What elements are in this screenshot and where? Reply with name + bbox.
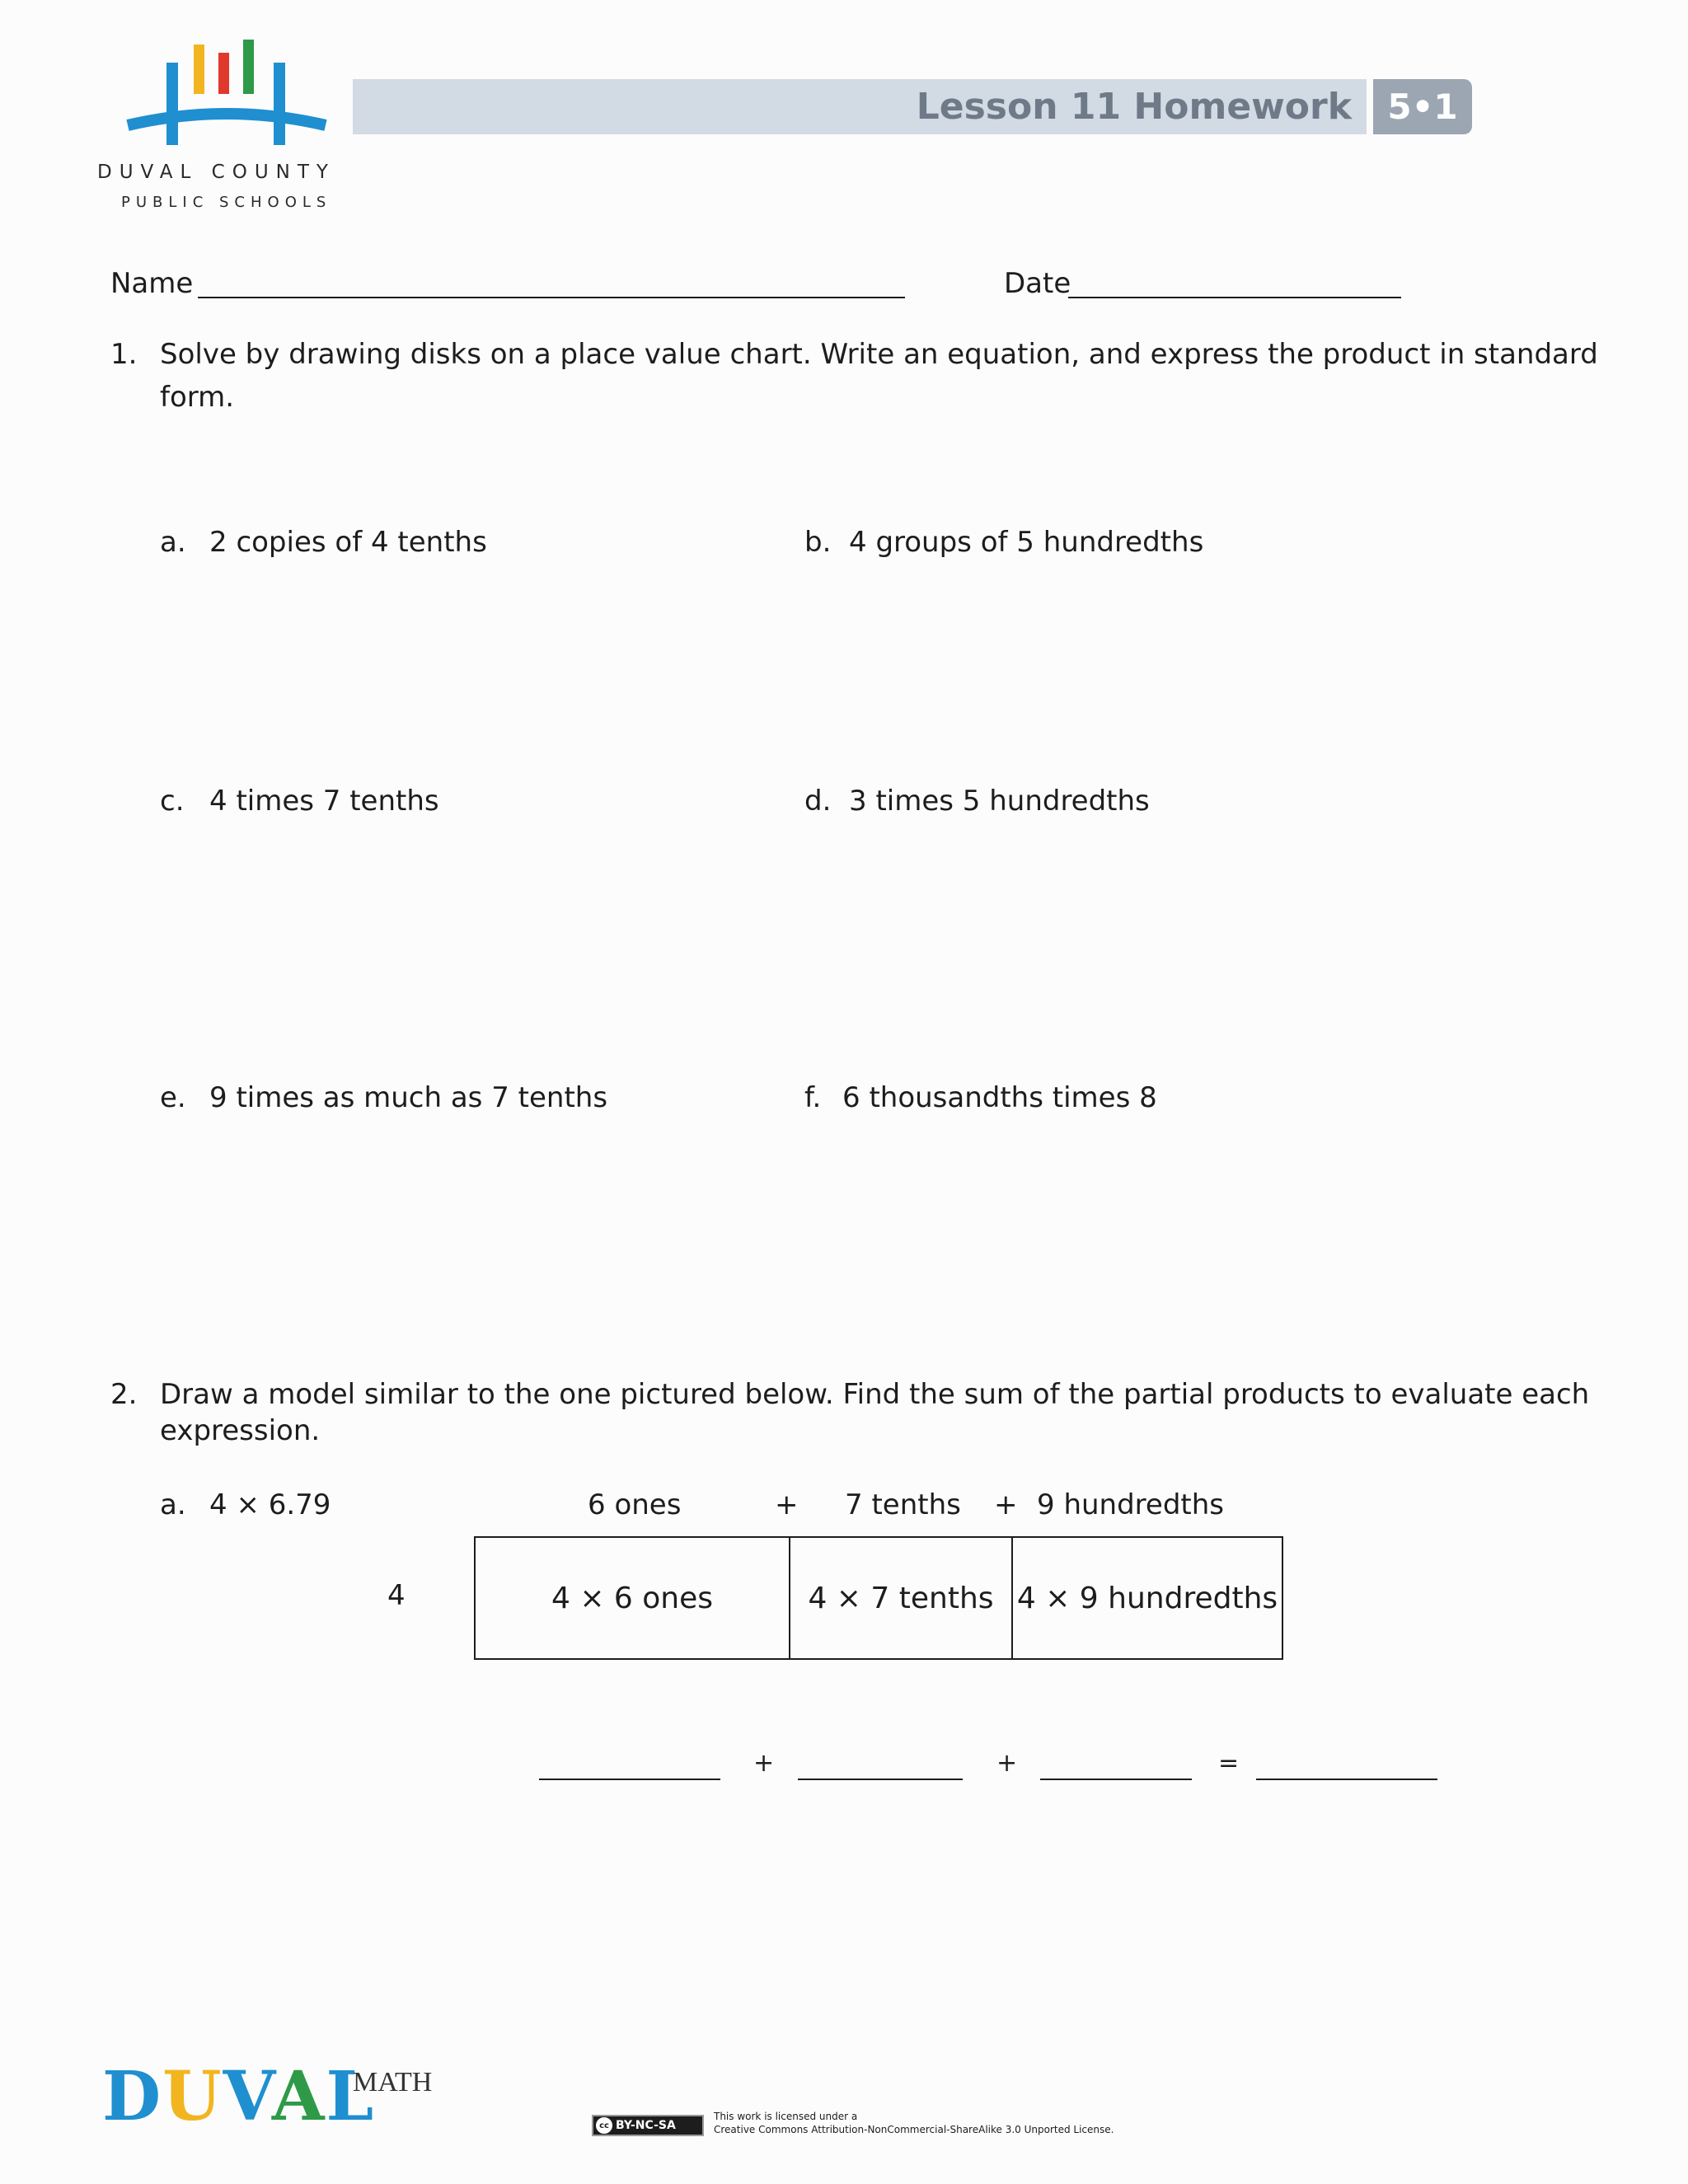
part-text: 9 times as much as 7 tenths (209, 1081, 608, 1114)
problem-2-prompt-cont: expression. (160, 1414, 321, 1447)
expression: 4 × 6.79 (209, 1488, 331, 1521)
part-letter: b. (804, 526, 832, 559)
partial-product-blank[interactable] (1040, 1779, 1192, 1780)
part-letter: c. (160, 785, 185, 818)
part-text: 4 times 7 tenths (209, 785, 439, 818)
model-plus: + (994, 1488, 1018, 1521)
model-label-tenths: 7 tenths (845, 1488, 961, 1521)
date-label: Date (1004, 267, 1071, 300)
license-line: This work is licensed under a (714, 2111, 858, 2122)
model-label-ones: 6 ones (588, 1488, 682, 1521)
duval-math-logo (102, 2057, 375, 2136)
part-text: 2 copies of 4 tenths (209, 526, 487, 559)
partial-product-blank[interactable] (539, 1779, 720, 1780)
logo-letter: U (162, 2057, 223, 2136)
name-field[interactable] (198, 297, 905, 298)
part-letter: f. (804, 1081, 822, 1114)
logo-letter: V (223, 2057, 272, 2136)
part-text: 3 times 5 hundredths (849, 785, 1150, 818)
sum-plus: + (753, 1749, 775, 1778)
problem-2-number: 2. (110, 1378, 138, 1411)
name-label: Name (110, 267, 194, 300)
module-badge: 5•1 (1373, 79, 1472, 134)
logo-letter: D (102, 2057, 163, 2136)
part-text: 4 groups of 5 hundredths (849, 526, 1204, 559)
date-field[interactable] (1068, 297, 1401, 298)
area-model-cell: 4 × 6 ones (551, 1581, 714, 1615)
area-model-cell: 4 × 9 hundredths (1011, 1538, 1282, 1658)
cc-license-badge (592, 2115, 704, 2136)
partial-product-blank[interactable] (798, 1779, 963, 1780)
part-letter: a. (160, 526, 186, 559)
sum-answer-blank[interactable] (1256, 1779, 1437, 1780)
lesson-title: Lesson 11 Homework (916, 86, 1352, 128)
bridge-logo-icon (124, 36, 330, 148)
problem-1-prompt: Solve by drawing disks on a place value chart. Write an equation, and express the product in standard (160, 338, 1598, 371)
math-label: MATH (353, 2067, 433, 2097)
part-letter: d. (804, 785, 832, 818)
sum-plus: + (996, 1749, 1018, 1778)
logo-title: DUVAL COUNTY (97, 162, 335, 183)
area-model (474, 1536, 1283, 1660)
part-letter: e. (160, 1081, 186, 1114)
logo-letter: L (326, 2057, 376, 2136)
cc-badge-text: BY-NC-SA (616, 2119, 676, 2132)
part-text: 6 thousandths times 8 (842, 1081, 1157, 1114)
problem-2-prompt: Draw a model similar to the one pictured below. Find the sum of the partial products to evaluate each (160, 1378, 1590, 1411)
problem-1-number: 1. (110, 338, 138, 371)
part-letter: a. (160, 1488, 186, 1521)
model-side-label: 4 (387, 1579, 406, 1612)
model-label-hundredths: 9 hundredths (1037, 1488, 1224, 1521)
logo-subtitle: PUBLIC SCHOOLS (121, 194, 332, 211)
sum-equals: = (1218, 1749, 1240, 1778)
creative-commons-icon: cc (596, 2117, 612, 2134)
license-line: Creative Commons Attribution-NonCommercial-ShareAlike 3.0 Unported License. (714, 2124, 1114, 2135)
license-text (714, 2110, 1114, 2136)
area-model-cell: 4 × 7 tenths (789, 1538, 1011, 1658)
model-plus: + (775, 1488, 799, 1521)
problem-1-prompt-cont: form. (160, 381, 235, 414)
logo-letter: A (271, 2057, 326, 2136)
district-logo (124, 36, 330, 148)
